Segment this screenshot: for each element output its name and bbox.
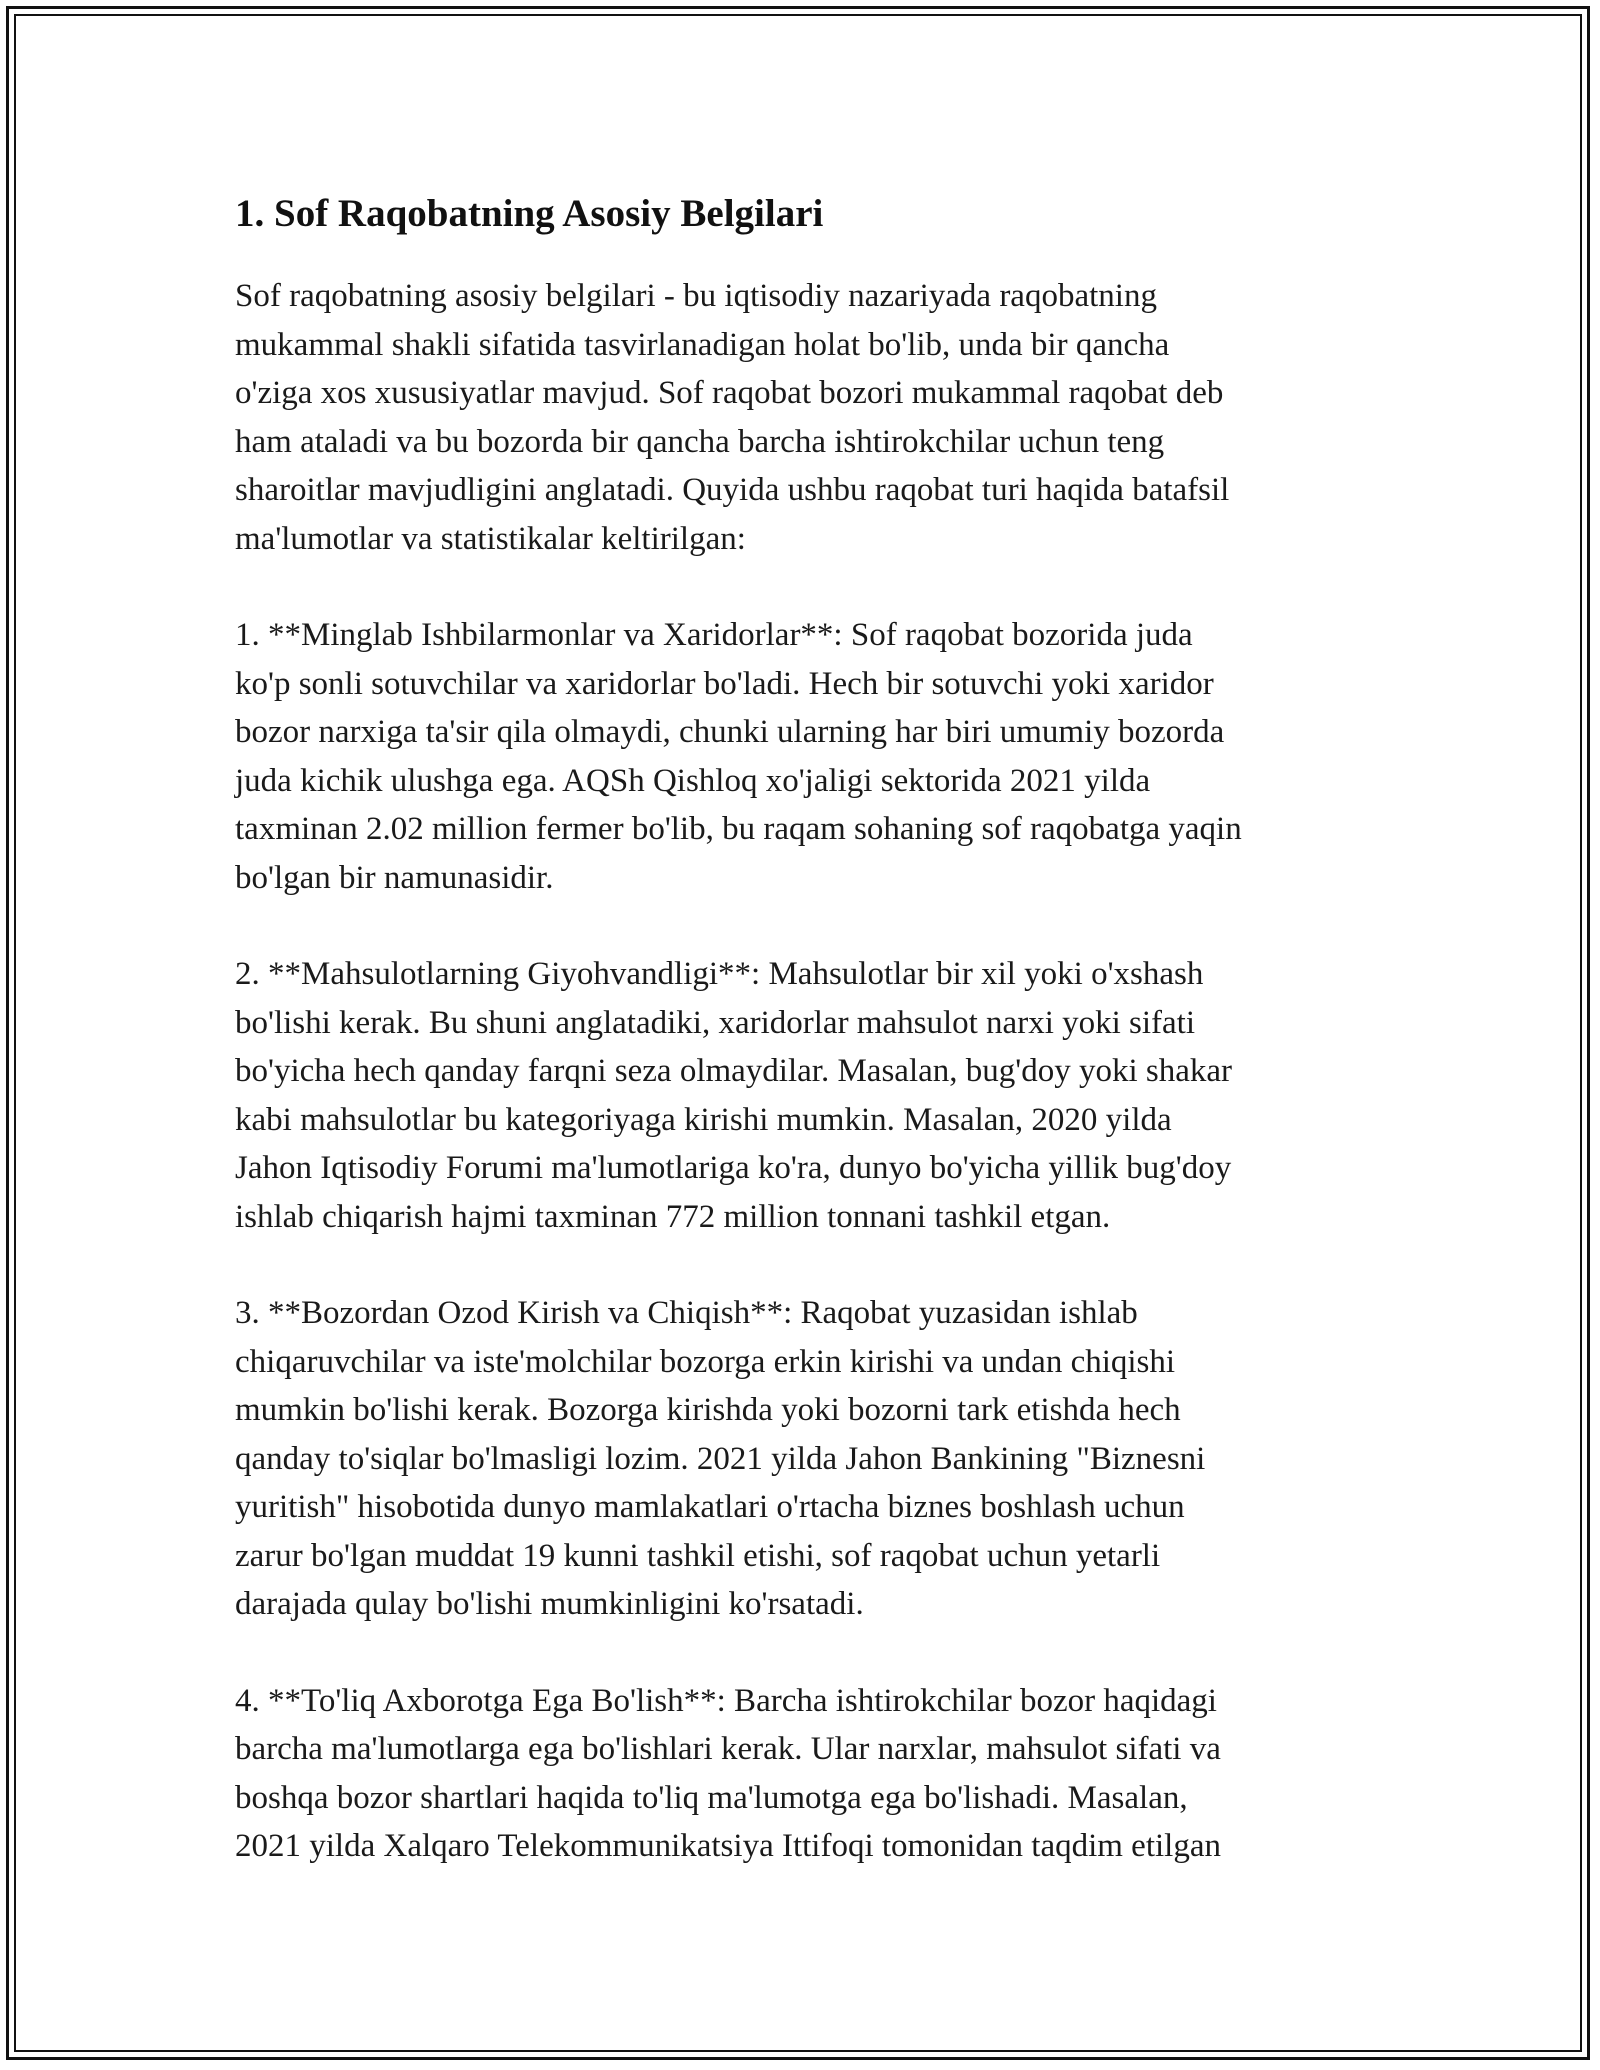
paragraph-line: 4. **To'liq Axborotga Ega Bo'lish**: Barcha ishtirokchilar bozor haqidagi — [235, 1682, 1217, 1719]
section-title: 1. Sof Raqobatning Asosiy Belgilari — [235, 192, 824, 235]
paragraph-line: bo'lgan bir namunasidir. — [235, 859, 554, 896]
paragraph-line: darajada qulay bo'lishi mumkinligini ko'rsatadi. — [235, 1586, 864, 1622]
paragraph-line: kabi mahsulotlar bu kategoriyaga kirishi mumkin. Masalan, 2020 yilda — [235, 1101, 1172, 1138]
point-2-paragraph — [235, 950, 1365, 1241]
point-3-paragraph — [235, 1289, 1365, 1629]
paragraph-line: ma'lumotlar va statistikalar keltirilgan: — [235, 520, 746, 557]
paragraph-line: 2. **Mahsulotlarning Giyohvandligi**: Mahsulotlar bir xil yoki o'xshash — [235, 956, 1204, 992]
paragraph-line: ishlab chiqarish hajmi taxminan 772 million tonnani tashkil etgan. — [235, 1198, 1111, 1235]
paragraph-line: ko'p sonli sotuvchilar va xaridorlar bo'ladi. Hech bir sotuvchi yoki xaridor — [235, 665, 1214, 702]
paragraph-line: ham ataladi va bu bozorda bir qancha barcha ishtirokchilar uchun teng — [235, 423, 1165, 460]
paragraph-line: o'ziga xos xususiyatlar mavjud. Sof raqobat bozori mukammal raqobat deb — [235, 375, 1224, 411]
paragraph-line: 1. **Minglab Ishbilarmonlar va Xaridorlar**: Sof raqobat bozorida juda — [235, 617, 1193, 653]
intro-paragraph — [235, 272, 1365, 563]
paragraph-line: bo'yicha hech qanday farqni seza olmaydilar. Masalan, bug'doy yoki shakar — [235, 1053, 1232, 1089]
paragraph-line: Sof raqobatning asosiy belgilari - bu iqtisodiy nazariyada raqobatning — [235, 278, 1157, 314]
point-1-paragraph — [235, 611, 1365, 902]
paragraph-line: yuritish" hisobotida dunyo mamlakatlari o'rtacha biznes boshlash uchun — [235, 1489, 1185, 1525]
paragraph-line: juda kichik ulushga ega. AQSh Qishloq xo'jaligi sektorida 2021 yilda — [235, 762, 1151, 799]
paragraph-line: bozor narxiga ta'sir qila olmaydi, chunki ularning har biri umumiy bozorda — [235, 714, 1225, 750]
paragraph-line: mumkin bo'lishi kerak. Bozorga kirishda yoki bozorni tark etishda hech — [235, 1392, 1181, 1428]
paragraph-line: Jahon Iqtisodiy Forumi ma'lumotlariga ko'ra, dunyo bo'yicha yillik bug'doy — [235, 1150, 1232, 1186]
document-body — [235, 184, 1365, 1919]
paragraph-line: chiqaruvchilar va iste'molchilar bozorga erkin kirishi va undan chiqishi — [235, 1343, 1176, 1380]
paragraph-line: bo'lishi kerak. Bu shuni anglatadiki, xaridorlar mahsulot narxi yoki sifati — [235, 1004, 1196, 1041]
paragraph-line: 3. **Bozordan Ozod Kirish va Chiqish**: Raqobat yuzasidan ishlab — [235, 1295, 1138, 1331]
point-4-paragraph — [235, 1677, 1365, 1871]
paragraph-line: boshqa bozor shartlari haqida to'liq ma'lumotga ega bo'lishadi. Masalan, — [235, 1779, 1188, 1816]
paragraph-line: sharoitlar mavjudligini anglatadi. Quyida ushbu raqobat turi haqida batafsil — [235, 472, 1230, 508]
paragraph-line: 2021 yilda Xalqaro Telekommunikatsiya Ittifoqi tomonidan taqdim etilgan — [235, 1828, 1221, 1864]
paragraph-line: barcha ma'lumotlarga ega bo'lishlari kerak. Ular narxlar, mahsulot sifati va — [235, 1731, 1221, 1767]
paragraph-line: taxminan 2.02 million fermer bo'lib, bu raqam sohaning sof raqobatga yaqin — [235, 811, 1242, 847]
paragraph-line: qanday to'siqlar bo'lmasligi lozim. 2021 yilda Jahon Bankining "Biznesni — [235, 1440, 1206, 1477]
paragraph-line: zarur bo'lgan muddat 19 kunni tashkil etishi, sof raqobat uchun yetarli — [235, 1537, 1161, 1574]
paragraph-line: mukammal shakli sifatida tasvirlanadigan holat bo'lib, unda bir qancha — [235, 326, 1170, 363]
